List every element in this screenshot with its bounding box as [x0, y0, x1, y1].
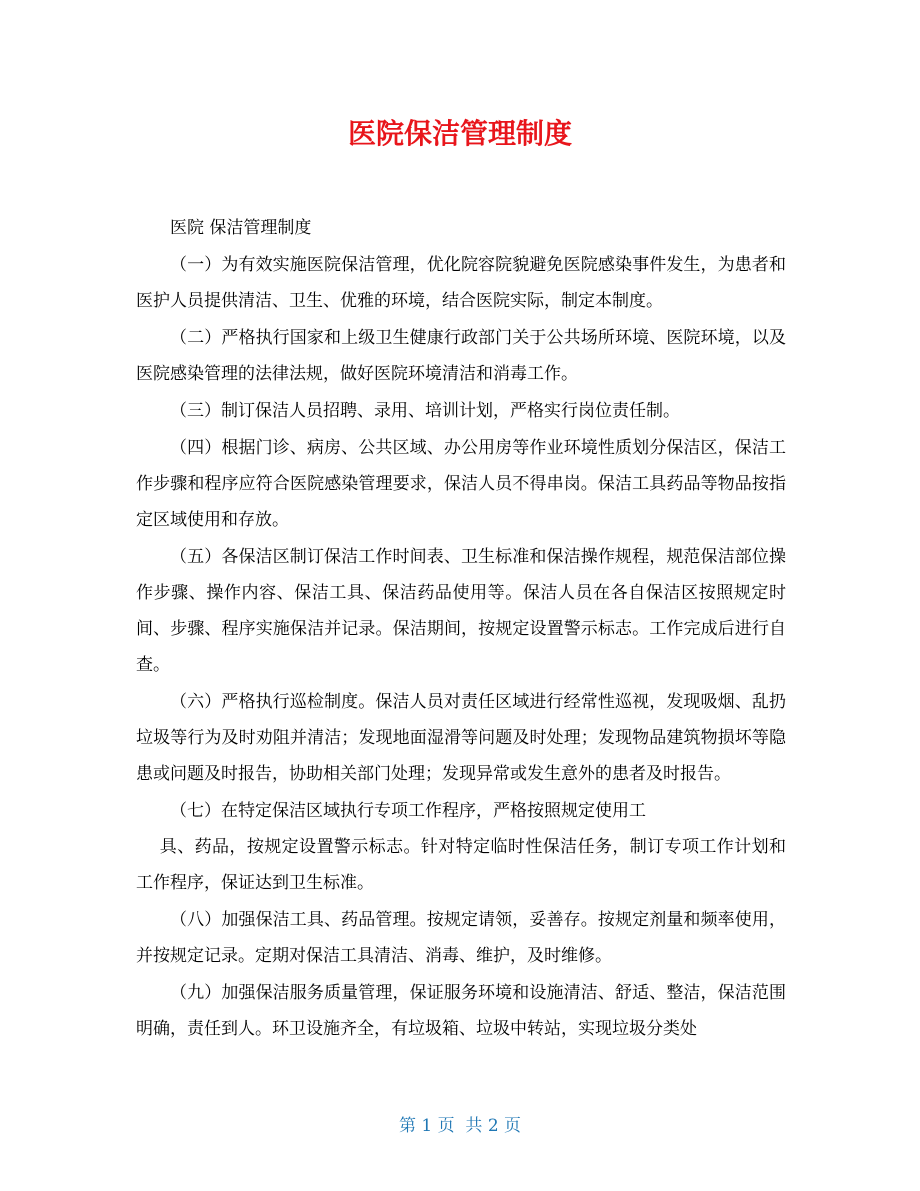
footer-label-pre: 第	[398, 1116, 416, 1136]
document-title: 医院保洁管理制度	[347, 117, 572, 150]
paragraph-6: （六）严格执行巡检制度。保洁人员对责任区域进行经常性巡视，发现吸烟、乱扔垃圾等行为及时劝阻并清洁；发现地面湿滑等问题及时处理；发现物品建筑物损坏等隐患或问题及时报告，协助相关部门处理；发现异常或发生意外的患者及时报告。	[136, 692, 786, 784]
footer-label-mid: 页 共	[437, 1116, 483, 1136]
paragraph-1: （一）为有效实施医院保洁管理，优化院容院貌避免医院感染事件发生，为患者和医护人员提供清洁、卫生、优雅的环境，结合医院实际，制定本制度。	[136, 255, 786, 311]
paragraph-4: （四）根据门诊、病房、公共区域、办公用房等作业环境性质划分保洁区，保洁工作步骤和程序应符合医院感染管理要求，保洁人员不得串岗。保洁工具药品等物品按指定区域使用和存放。	[136, 438, 786, 530]
paragraph-3: （三）制订保洁人员招聘、录用、培训计划，严格实行岗位责任制。	[170, 401, 680, 421]
paragraph-2: （二）严格执行国家和上级卫生健康行政部门关于公共场所环境、医院环境，以及医院感染管理的法律法规，做好医院环境清洁和消毒工作。	[136, 328, 786, 384]
paragraph-9: （九）加强保洁服务质量管理，保证服务环境和设施清洁、舒适、整洁，保洁范围明确，责任到人。环卫设施齐全，有垃圾箱、垃圾中转站，实现垃圾分类处	[136, 983, 786, 1039]
footer-page-current: 1	[421, 1116, 433, 1136]
footer-label-post: 页	[504, 1116, 522, 1136]
paragraph-5: （五）各保洁区制订保洁工作时间表、卫生标准和保洁操作规程，规范保洁部位操作步骤、操作内容、保洁工具、保洁药品使用等。保洁人员在各自保洁区按照规定时间、步骤、程序实施保洁并记录。保洁期间，按规定设置警示标志。工作完成后进行自查。	[136, 547, 786, 675]
document-body	[136, 210, 786, 1047]
paragraph-8: （八）加强保洁工具、药品管理。按规定请领，妥善存。按规定剂量和频率使用，并按规定记录。定期对保洁工具清洁、消毒、维护，及时维修。	[136, 910, 786, 966]
paragraph-7-continued: 具、药品，按规定设置警示标志。针对特定临时性保洁任务，制订专项工作计划和工作程序，保证达到卫生标准。	[136, 837, 786, 893]
paragraph-7: （七）在特定保洁区域执行专项工作程序，严格按照规定使用工	[170, 801, 646, 821]
page-footer	[0, 1111, 920, 1141]
document-subtitle: 医院 保洁管理制度	[170, 218, 312, 238]
footer-page-total: 2	[487, 1116, 499, 1136]
